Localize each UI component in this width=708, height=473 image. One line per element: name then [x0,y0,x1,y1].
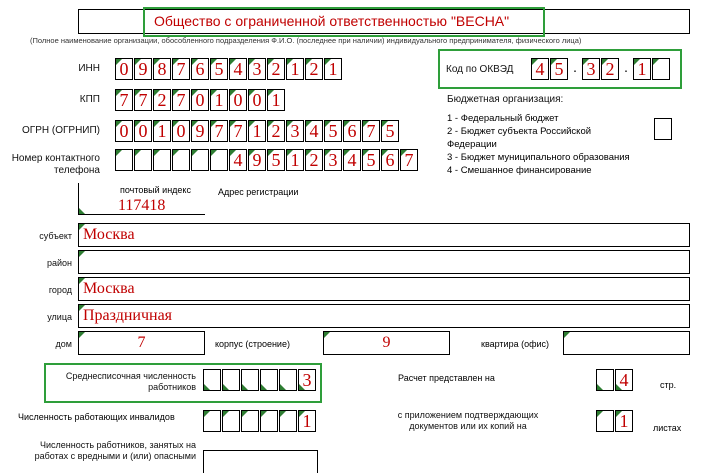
digit-cell[interactable]: 3 [324,149,342,171]
digit-cell[interactable]: 0 [134,120,152,142]
digit-cell[interactable]: 5 [550,58,568,80]
house-value: 7 [137,334,146,351]
postal-index-label: почтовый индекс [120,185,191,195]
street-value: Праздничная [83,307,173,324]
digit-cell[interactable] [241,369,259,391]
attachments-suffix: листах [653,423,682,433]
phone-cells[interactable] [115,149,419,171]
ogrn-label: ОГРН (ОГРНИП) [22,125,100,136]
city-label: город [48,285,72,295]
digit-cell[interactable] [115,149,133,171]
digit-cell[interactable]: 7 [229,120,247,142]
digit-cell[interactable]: 4 [305,120,323,142]
budget-item: 1 - Федеральный бюджет [447,113,559,124]
budget-item: 4 - Смешанное финансирование [447,165,592,176]
digit-cell[interactable] [222,410,240,432]
digit-cell[interactable]: 7 [115,89,133,111]
digit-cell[interactable]: 7 [172,58,190,80]
digit-cell[interactable]: 1 [210,89,228,111]
digit-cell[interactable]: 1 [286,149,304,171]
disabled-label: Численность работающих инвалидов [18,412,175,422]
digit-cell[interactable]: 5 [210,58,228,80]
inn-label: ИНН [78,63,100,74]
budget-item: 3 - Бюджет муниципального образования [447,152,630,163]
kpp-label: КПП [79,94,100,105]
digit-cell[interactable] [241,410,259,432]
digit-cell[interactable]: 1 [153,120,171,142]
digit-cell[interactable] [210,149,228,171]
digit-cell[interactable]: 4 [229,149,247,171]
digit-cell[interactable]: 7 [210,120,228,142]
digit-cell[interactable] [596,410,614,432]
digit-cell[interactable]: 9 [134,58,152,80]
subject-label: субъект [39,231,72,241]
building-value: 9 [382,334,391,351]
postal-marker [79,207,86,214]
digit-cell[interactable] [596,369,614,391]
house-label: дом [55,339,72,349]
digit-cell[interactable] [153,149,171,171]
building-field[interactable] [323,331,450,355]
digit-cell[interactable] [203,369,221,391]
okved-label: Код по ОКВЭД [446,64,514,75]
pages-suffix: стр. [660,380,677,390]
digit-cell[interactable]: 0 [229,89,247,111]
digit-cell[interactable]: 1 [286,58,304,80]
budget-item: 2 - Бюджет субъекта Российской [447,126,592,137]
headcount-label: Среднесписочная численность работников [65,371,196,392]
digit-cell[interactable]: 6 [381,149,399,171]
digit-cell[interactable] [203,410,221,432]
digit-cell[interactable]: 4 [531,58,549,80]
attachments-label: с приложением подтверждающих документов или их копий на [397,410,539,431]
street-label: улица [47,312,72,322]
postal-index-value: 117418 [118,197,166,214]
digit-cell[interactable]: 3 [248,58,266,80]
disabled-cells[interactable] [203,410,317,432]
digit-cell[interactable]: 1 [298,410,316,432]
digit-cell[interactable] [279,410,297,432]
digit-cell[interactable]: 1 [615,410,633,432]
digit-cell[interactable]: 2 [267,58,285,80]
digit-cell[interactable]: 2 [153,89,171,111]
headcount-cells[interactable] [203,369,317,391]
separator-dot: . [569,58,581,80]
digit-cell[interactable]: 6 [191,58,209,80]
digit-cell[interactable] [260,369,278,391]
inn-cells[interactable] [115,58,343,80]
okved-cells[interactable] [531,58,671,80]
digit-cell[interactable]: 2 [305,58,323,80]
digit-cell[interactable]: 0 [248,89,266,111]
digit-cell[interactable]: 5 [362,149,380,171]
digit-cell[interactable]: 1 [267,89,285,111]
digit-cell[interactable]: 1 [248,120,266,142]
pages-label: Расчет представлен на [398,373,495,383]
digit-cell[interactable]: 0 [191,89,209,111]
budget-title: Бюджетная организация: [447,94,564,105]
digit-cell[interactable]: 7 [362,120,380,142]
org-name-caption: (Полное наименование организации, обособленного подразделения Ф.И.О. (последнее при наличии) индивидуального предпринимателя, физического лица) [30,36,582,45]
digit-cell[interactable]: 9 [248,149,266,171]
city-field[interactable] [78,277,690,301]
digit-cell[interactable] [134,149,152,171]
apartment-label: квартира (офис) [481,339,550,349]
digit-cell[interactable]: 3 [286,120,304,142]
house-field[interactable] [78,331,205,355]
digit-cell[interactable] [279,369,297,391]
budget-list [447,112,630,177]
digit-cell[interactable]: 2 [305,149,323,171]
phone-label: Номер контактного телефона [11,153,100,176]
subject-field[interactable] [78,223,690,247]
digit-cell[interactable]: 7 [172,89,190,111]
digit-cell[interactable]: 4 [615,369,633,391]
digit-cell[interactable]: 2 [267,120,285,142]
digit-cell[interactable]: 3 [298,369,316,391]
digit-cell[interactable]: 1 [324,58,342,80]
digit-cell[interactable]: 4 [229,58,247,80]
digit-cell[interactable]: 5 [381,120,399,142]
harmful-label: Численность работников, занятых на работах с вредными и (или) опасными [34,440,196,461]
digit-cell[interactable] [260,410,278,432]
district-field[interactable] [78,250,690,274]
digit-cell[interactable] [191,149,209,171]
digit-cell[interactable]: 0 [115,58,133,80]
district-label: район [46,258,72,268]
digit-cell[interactable]: 5 [324,120,342,142]
attachments-cells[interactable] [596,410,634,432]
org-name-value: Общество с ограниченной ответственностью "ВЕСНА" [154,13,510,29]
building-label: корпус (строение) [215,339,290,349]
digit-cell[interactable]: 4 [343,149,361,171]
separator-dot: . [620,58,632,80]
digit-cell[interactable] [172,149,190,171]
street-field[interactable] [78,304,690,328]
digit-cell[interactable]: 7 [134,89,152,111]
ogrn-cells[interactable] [115,120,400,142]
digit-cell[interactable] [652,58,670,80]
budget-item: Федерации [447,139,497,150]
subject-value: Москва [83,226,135,243]
budget-code-box[interactable] [654,118,672,140]
reg-address-label: Адрес регистрации [218,187,299,197]
digit-cell[interactable]: 0 [172,120,190,142]
pages-cells[interactable] [596,369,634,391]
digit-cell[interactable]: 1 [633,58,651,80]
digit-cell[interactable]: 8 [153,58,171,80]
digit-cell[interactable]: 9 [191,120,209,142]
digit-cell[interactable]: 7 [400,149,418,171]
apartment-field[interactable] [563,331,690,355]
digit-cell[interactable]: 0 [115,120,133,142]
digit-cell[interactable]: 6 [343,120,361,142]
harmful-cells-row[interactable] [203,450,318,473]
city-value: Москва [83,280,135,297]
digit-cell[interactable]: 3 [582,58,600,80]
digit-cell[interactable]: 5 [267,149,285,171]
digit-cell[interactable] [222,369,240,391]
digit-cell[interactable]: 2 [601,58,619,80]
kpp-cells[interactable] [115,89,286,111]
